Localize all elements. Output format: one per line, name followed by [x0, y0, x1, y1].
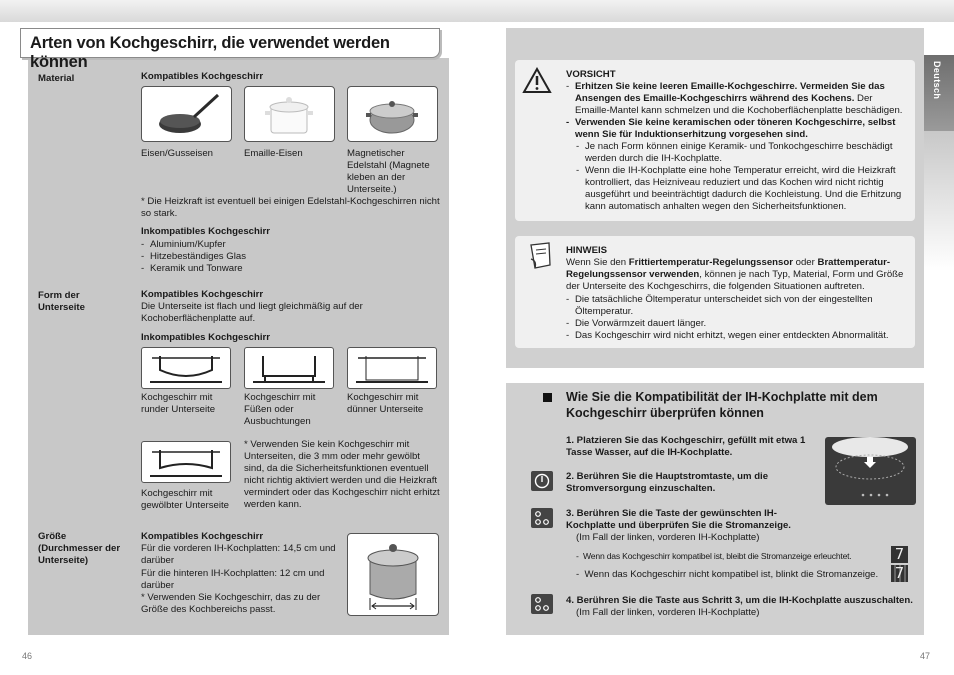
material-incompat-ceramic: - Keramik und Tonware [141, 263, 246, 275]
material-incompat-aluminium: - Aluminium/Kupfer [141, 239, 246, 251]
section-bullet-square [543, 393, 552, 402]
material-item-stainless: Magnetischer Edelstahl (Magnete kleben an der Unterseite.) [347, 148, 430, 195]
power-button-icon [531, 471, 553, 491]
step-2-text: 2. Berühren Sie die Hauptstromtaste, um die Stromversorgung einzuschalten. [566, 471, 769, 494]
bottom-note: * Verwenden Sie kein Kochgeschirr mit Unterseiten, die 3 mm oder mehr gewölbt sind, da die Sicherheitsfunktionen eventuell nicht richtig aktiviert werden und die Heizkraft vermindert oder das Kochgeschirr nicht erhitzt werden kann. [244, 439, 440, 510]
enamel-pot-image [244, 86, 335, 142]
caution-sub-temperature: - Wenn die IH-Kochplatte eine hohe Temperatur erreicht, wird die Heizkraft kontrolliert, das Heizniveau reduziert und das Kochen wird nicht richtig ausgeführt und beeinträchtigt dadurch die Kochleistung. Und die Erhitzung kann automatisch anhalten wegen den Sicherheitsfunktionen. [576, 165, 908, 213]
cooktop-image [825, 437, 916, 505]
domed-bottom-diagram [141, 441, 231, 483]
caution-item-enamel: - Erhitzen Sie keine leeren Emaille-Kochgeschirre. Vermeiden Sie das Ansengen des Emaille-Kochgeschirrs während des Kochens. Der Emaille-Mantel kann schmelzen und die Kochoberflächenplatte beschädigen. [566, 81, 908, 117]
material-incompat-glass: - Hitzebeständiges Glas [141, 251, 246, 263]
page-title: Arten von Kochgeschirr, die verwendet werden können [30, 34, 390, 71]
size-line-front: Für die vorderen IH-Kochplatten: 14,5 cm und darüber [141, 543, 336, 566]
bottom-incompat-heading: Inkompatibles Kochgeschirr [141, 332, 271, 343]
material-incompat-list [141, 239, 246, 275]
bottom-item-round: Kochgeschirr mit runder Unterseite [141, 392, 216, 415]
material-note: * Die Heizkraft ist eventuell bei einigen Edelstahl-Kochgeschirren nicht so stark. [141, 196, 440, 219]
language-tab[interactable] [924, 55, 954, 131]
caution-item-ceramic: - Verwenden Sie keine keramischen oder töneren Kochgeschirre, selbst wenn Sie für Induktionserhitzung vorgesehen sind. [566, 117, 908, 141]
bottom-compat-heading: Kompatibles Kochgeschirr [141, 289, 264, 300]
size-label: Größe (Durchmesser der Unterseite) [38, 531, 121, 566]
cooking-zone-button-icon [531, 508, 553, 528]
pot-diameter-image [347, 533, 439, 616]
bottom-item-domed: Kochgeschirr mit gewölbter Unterseite [141, 488, 229, 511]
step-3-text: 3. Berühren Sie die Taste der gewünschten IH-Kochplatte und überprüfen Sie die Stromanzeige. [566, 508, 791, 531]
hint-item-temperature: - Die tatsächliche Öltemperatur unterscheidet sich von der eingestellten Öltemperatur. [566, 294, 908, 318]
page-title-box [20, 28, 440, 71]
warning-triangle-icon [522, 67, 552, 94]
check-section-title: Wie Sie die Kompatibilität der IH-Kochplatte mit dem Kochgeschirr überprüfen können [566, 390, 878, 420]
feet-bottom-diagram [244, 347, 334, 389]
cooking-zone-button-icon-step4 [531, 594, 553, 614]
material-compat-heading: Kompatibles Kochgeschirr [141, 71, 264, 82]
material-label: Material [38, 73, 75, 84]
caution-list [566, 81, 908, 141]
caution-heading: VORSICHT [566, 69, 616, 80]
material-item-enamel: Emaille-Eisen [244, 148, 303, 159]
hint-heading: HINWEIS [566, 245, 608, 256]
frying-pan-image [141, 86, 232, 142]
size-compat-heading: Kompatibles Kochgeschirr [141, 531, 264, 542]
hint-item-not-heated: - Das Kochgeschirr wird nicht erhitzt, wegen einer entdeckten Abnormalität. [566, 330, 908, 342]
stainless-pot-image [347, 86, 438, 142]
bottom-item-feet: Kochgeschirr mit Füßen oder Ausbuchtungen [244, 392, 316, 427]
bottom-shape-label: Form der Unterseite [38, 290, 85, 313]
note-pad-icon [527, 241, 553, 271]
step-1-text: 1. Platzieren Sie das Kochgeschirr, gefüllt mit etwa 1 Tasse Wasser, auf die IH-Kochplatte. [566, 435, 806, 458]
size-line-rear: Für die hinteren IH-Kochplatten: 12 cm und darüber [141, 568, 325, 591]
page-number-right: 47 [920, 651, 931, 661]
power-display-blinking: 7 [891, 565, 908, 582]
bottom-compat-text: Die Unterseite ist flach und liegt gleichmäßig auf der Kochoberflächenplatte auf. [141, 301, 363, 324]
thin-bottom-diagram [347, 347, 437, 389]
bottom-item-thin: Kochgeschirr mit dünner Unterseite [347, 392, 424, 415]
step-3-compatible: - Wenn das Kochgeschirr kompatibel ist, bleibt die Stromanzeige erleuchtet. [576, 551, 852, 561]
step-3-incompatible: - Wenn das Kochgeschirr nicht kompatibel ist, blinkt die Stromanzeige. [576, 569, 879, 580]
material-item-iron: Eisen/Gusseisen [141, 148, 213, 159]
hint-item-preheat: - Die Vorwärmzeit dauert länger. [566, 318, 908, 330]
tab-shade [924, 131, 954, 271]
caution-sub-shape: - Je nach Form können einige Keramik- und Tonkochgeschirre beschädigt werden durch die IH-Kochplatte. [576, 141, 908, 165]
header-band [0, 0, 954, 22]
round-bottom-diagram [141, 347, 231, 389]
power-display-steady: 7 [891, 546, 908, 563]
step-3-subtext: (Im Fall der linken, vorderen IH-Kochplatte) [576, 532, 760, 543]
hint-paragraph: Wenn Sie den Frittiertemperatur-Regelungssensor oder Brattemperatur-Regelungssensor verwenden, können je nach Typ, Material, Form und Größe der Unterseite des Kochgeschirrs, die folgenden Situationen auftreten. [566, 257, 904, 292]
size-note: * Verwenden Sie Kochgeschirr, das zu der Größe des Kochbereichs passt. [141, 592, 321, 615]
step-4-subtext: (Im Fall der linken, vorderen IH-Kochplatte) [576, 607, 760, 618]
material-incompat-heading: Inkompatibles Kochgeschirr [141, 226, 271, 237]
language-tab-label: Deutsch [932, 61, 942, 100]
page-number-left: 46 [22, 651, 33, 661]
caution-sublist [576, 141, 908, 213]
hint-list [566, 294, 908, 342]
step-4-text: 4. Berühren Sie die Taste aus Schritt 3, um die IH-Kochplatte auszuschalten. [566, 595, 913, 606]
